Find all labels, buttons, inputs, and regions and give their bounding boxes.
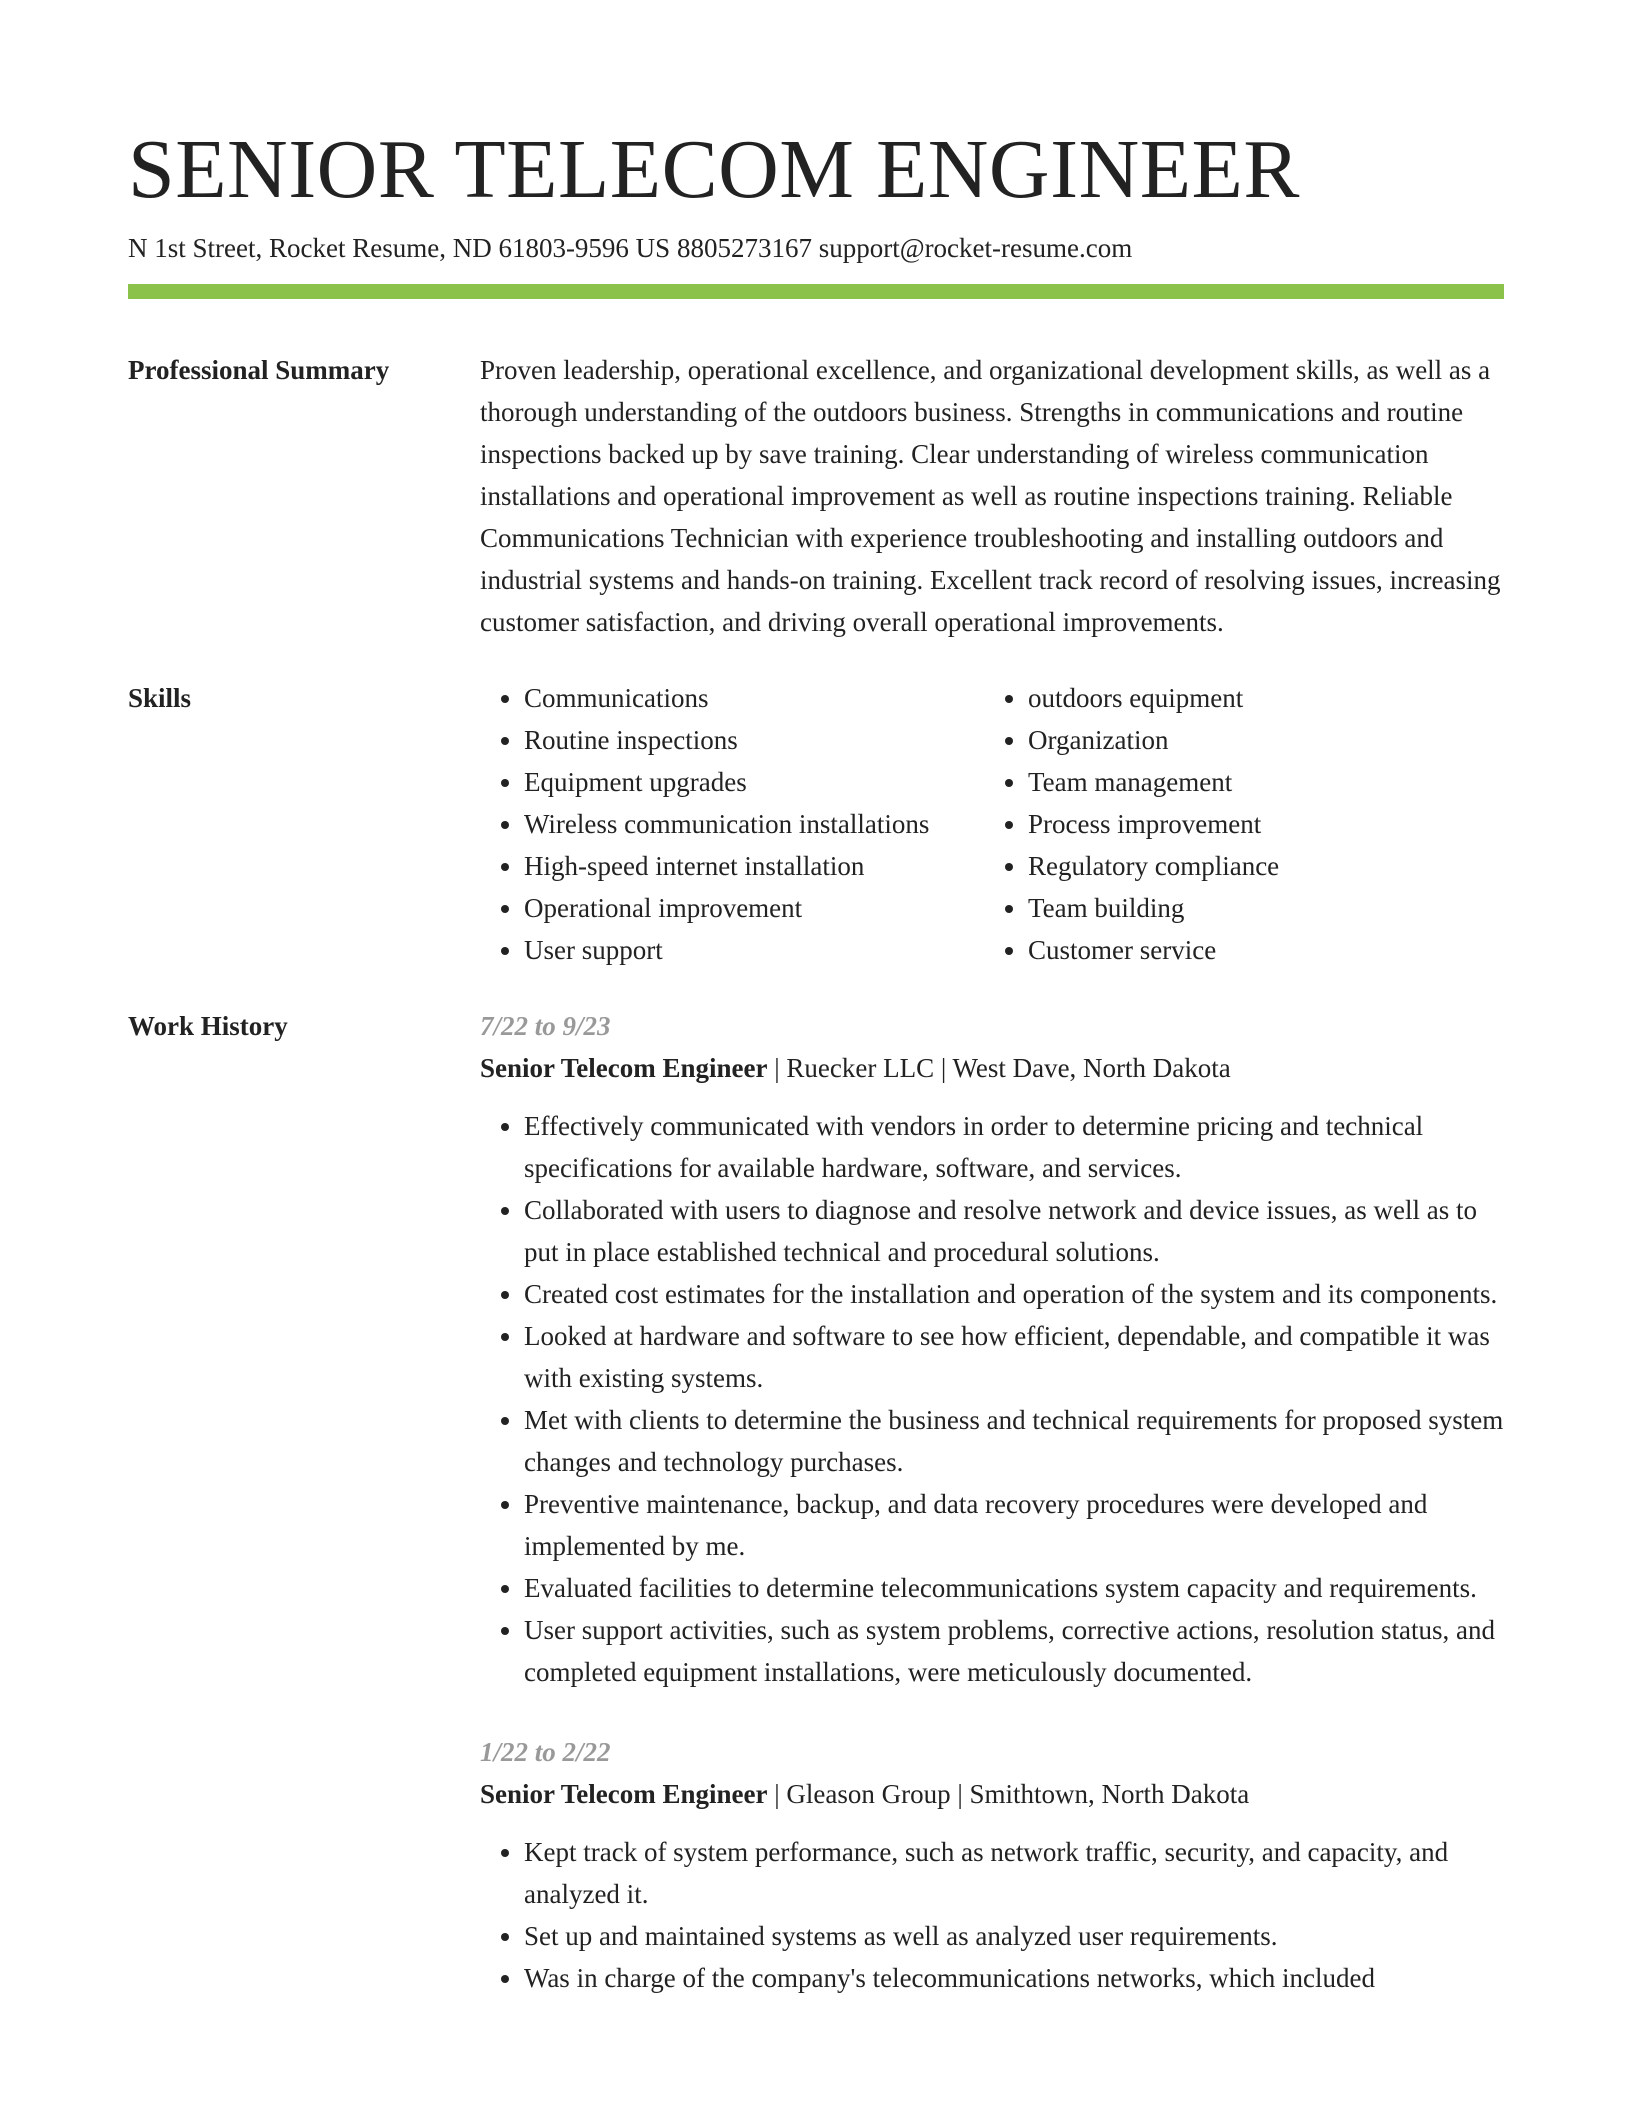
job-entry: [480, 1005, 1504, 1693]
job-bullet: • Created cost estimates for the installation and operation of the system and its components.: [524, 1273, 1504, 1315]
skills-heading: Skills: [128, 683, 192, 713]
job-title-line: [480, 1773, 1504, 1815]
job-bullet: • Evaluated facilities to determine telecommunications system capacity and requirements.: [524, 1567, 1504, 1609]
skill-item: • Process improvement: [1028, 803, 1279, 845]
job-bullet: • Preventive maintenance, backup, and data recovery procedures were developed and implemented by me.: [524, 1483, 1504, 1567]
skills-list-right: [984, 677, 1279, 971]
job-bullet: • Effectively communicated with vendors in order to determine pricing and technical specifications for available hardware, software, and services.: [524, 1105, 1504, 1189]
job-bullets: [480, 1831, 1504, 1999]
skill-item: • Team management: [1028, 761, 1279, 803]
job-title-line: [480, 1047, 1504, 1089]
work-history-section: [128, 1005, 1504, 2037]
job-bullet: • Looked at hardware and software to see how efficient, dependable, and compatible it was with existing systems.: [524, 1315, 1504, 1399]
summary-heading: Professional Summary: [128, 355, 390, 385]
job-entry: [480, 1731, 1504, 1999]
skill-item: • Communications: [524, 677, 984, 719]
resume-name: SENIOR TELECOM ENGINEER: [128, 123, 1300, 216]
job-bullet: • Collaborated with users to diagnose and resolve network and device issues, as well as to put in place established technical and procedural solutions.: [524, 1189, 1504, 1273]
contact-line: N 1st Street, Rocket Resume, ND 61803-9596 US 8805273167 support@rocket-resume.com: [128, 233, 1133, 263]
job-title: Senior Telecom Engineer: [480, 1053, 768, 1083]
job-dates: 7/22 to 9/23: [480, 1011, 611, 1041]
job-details: | Gleason Group | Smithtown, North Dakota: [767, 1779, 1250, 1809]
skill-item: • Operational improvement: [524, 887, 984, 929]
job-bullet: • User support activities, such as system problems, corrective actions, resolution status, and completed equipment installations, were meticulously documented.: [524, 1609, 1504, 1693]
skill-item: • Team building: [1028, 887, 1279, 929]
skills-section: [128, 677, 1504, 971]
work-history-heading: Work History: [128, 1011, 288, 1041]
skill-item: • Wireless communication installations: [524, 803, 984, 845]
job-details: | Ruecker LLC | West Dave, North Dakota: [767, 1053, 1231, 1083]
skill-item: • Regulatory compliance: [1028, 845, 1279, 887]
skill-item: • User support: [524, 929, 984, 971]
job-bullet: • Was in charge of the company's telecommunications networks, which included: [524, 1957, 1504, 1999]
job-bullet: • Set up and maintained systems as well as analyzed user requirements.: [524, 1915, 1504, 1957]
skill-item: • outdoors equipment: [1028, 677, 1279, 719]
skills-list-left: [480, 677, 984, 971]
job-bullets: [480, 1105, 1504, 1693]
job-dates: 1/22 to 2/22: [480, 1737, 611, 1767]
summary-text: Proven leadership, operational excellence, and organizational development skills, as well as a thorough understanding of the outdoors business. Strengths in communications and routine inspections backed up by save training. Clear understanding of wireless communication installations and operational improvement as well as routine inspections training. Reliable Communications Technician with experience troubleshooting and installing outdoors and industrial systems and hands-on training. Excellent track record of resolving issues, increasing customer satisfaction, and driving overall operational improvements.: [480, 355, 1501, 637]
summary-section: [128, 349, 1504, 643]
skill-item: • High-speed internet installation: [524, 845, 984, 887]
skill-item: • Customer service: [1028, 929, 1279, 971]
skill-item: • Organization: [1028, 719, 1279, 761]
header-divider: [128, 284, 1504, 299]
job-bullet: • Kept track of system performance, such as network traffic, security, and capacity, and analyzed it.: [524, 1831, 1504, 1915]
resume-page: [128, 0, 1504, 2037]
job-bullet: • Met with clients to determine the business and technical requirements for proposed system changes and technology purchases.: [524, 1399, 1504, 1483]
skill-item: • Equipment upgrades: [524, 761, 984, 803]
job-title: Senior Telecom Engineer: [480, 1779, 768, 1809]
skill-item: • Routine inspections: [524, 719, 984, 761]
